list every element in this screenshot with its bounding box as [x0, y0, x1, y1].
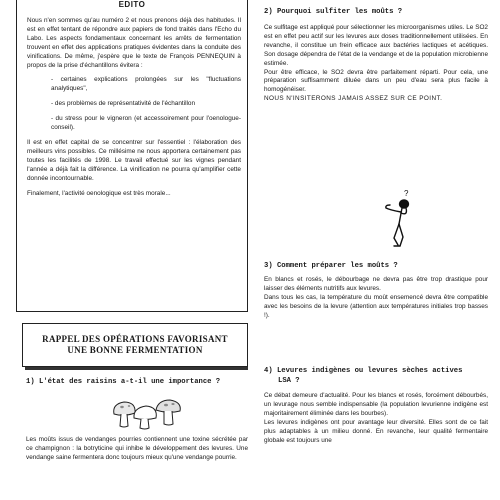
- question-2-heading: 2) Pourquoi sulfiter les moûts ?: [264, 8, 403, 16]
- edito-bullet-3: - du stress pour le vigneron (et accessoirement pour l'oenologue-conseil).: [51, 115, 241, 132]
- edito-bullet-1: - certaines explications prolongées sur les "fluctuations analytiques",: [51, 76, 241, 93]
- edito-text: [27, 17, 241, 198]
- right-column: [264, 0, 488, 500]
- question-4-heading-line-1: 4) Levures indigènes ou levures sèches actives: [264, 367, 463, 375]
- edito-bullet-2: - des problèmes de représentativité de l'échantillon: [51, 100, 196, 108]
- question-4-heading: [264, 366, 488, 386]
- edito-paragraph-3: Finalement, l'activité oenologique est très morale...: [27, 189, 171, 197]
- question-1-heading: 1) L'état des raisins a-t-il une importance ?: [26, 378, 221, 386]
- thinking-figure-icon: [382, 188, 422, 250]
- question-3-text: [264, 276, 488, 321]
- mushrooms-icon: [108, 396, 188, 430]
- edito-title: EDITO: [118, 0, 146, 9]
- question-1-text: Les moûts issus de vendanges pourries contiennent une toxine sécrétée par ce champignon : la botryticine qui inhibe le développement des levures. Une vendange saine fermentera donc toujours mieux qu'une vendange pourrie.: [26, 436, 248, 461]
- left-column: [16, 0, 248, 500]
- section-title: [23, 334, 247, 356]
- editorial-box: [16, 0, 248, 312]
- edito-paragraph-1: Nous n'en sommes qu'au numéro 2 et nous prenons déjà des habitudes. Il est en effet tentant de répondre aux papiers de fond traités dans l'Echo du Labo. Les aspects fondamentaux concernant les arrêts de fermentation trouvent en effet des applications pratiques évidentes dans la conduite des vinifications. De même, j'espère que le texte de François PENNEQUIN à propos de la prise d'échantillons évitera :: [27, 17, 241, 69]
- svg-text:?: ?: [404, 189, 409, 198]
- question-2-paragraph-3: NOUS N'INSITERONS JAMAIS ASSEZ SUR CE POINT.: [264, 95, 443, 103]
- section-title-line-1: RAPPEL DES OPÉRATIONS FAVORISANT: [42, 334, 228, 344]
- question-4-heading-line-2: LSA ?: [278, 377, 300, 385]
- question-2-text: [264, 24, 488, 104]
- question-4-text: [264, 392, 488, 445]
- question-3-heading: 3) Comment préparer les moûts ?: [264, 262, 398, 270]
- question-4-paragraph-2: Les levures indigènes ont pour avantage leur diversité. Elles sont de ce fait plus adaptables à un milieu donné. En revanche, leur qualité fermentaire globale est toujours une: [264, 418, 488, 444]
- question-2-paragraph-1: Ce sulfitage est appliqué pour sélectionner les microorganismes utiles. Le SO2 est en effet peu actif sur les levures aux doses traditionnellement utilisées. En revanche, il constitue un frein efficace aux bactéries lactiques et acétiques. Son dosage dépendra de l'état de la vendange et de la population microbienne estimée.: [264, 24, 488, 67]
- edito-paragraph-2: Il est en effet capital de se concentrer sur l'essentiel : l'élaboration des meilleurs vins possibles. Ce millésime ne nous apportera certainement pas toutes les facilités de 1998. Le travail effectué sur les vignes pendant l'année a déjà fait la différence. La vinification ne pourra qu'amplifier cette donnée incontournable.: [27, 138, 241, 182]
- question-3-paragraph-1: En blancs et rosés, le débourbage ne devra pas être trop drastique pour laisser des éléments nutritifs aux levures.: [264, 276, 488, 292]
- section-title-box: [22, 323, 248, 367]
- question-3-paragraph-2: Dans tous les cas, la température du moût ensemencé devra être compatible avec les besoins de la levure (attention aux températures initiales trop basses !).: [264, 293, 488, 319]
- section-title-line-2: UNE BONNE FERMENTATION: [67, 345, 203, 355]
- question-2-paragraph-2: Pour être efficace, le SO2 devra être parfaitement réparti. Pour cela, une préparation suffisamment diluée dans un peu d'eau sera plus facile à homogénéiser.: [264, 68, 488, 94]
- question-4-paragraph-1: Ce débat demeure d'actualité. Pour les blancs et rosés, forcément débourbés, un levurage nous semble indispensable (la population levurienne indigène est majoritairement éliminée dans les bourbes).: [264, 392, 488, 417]
